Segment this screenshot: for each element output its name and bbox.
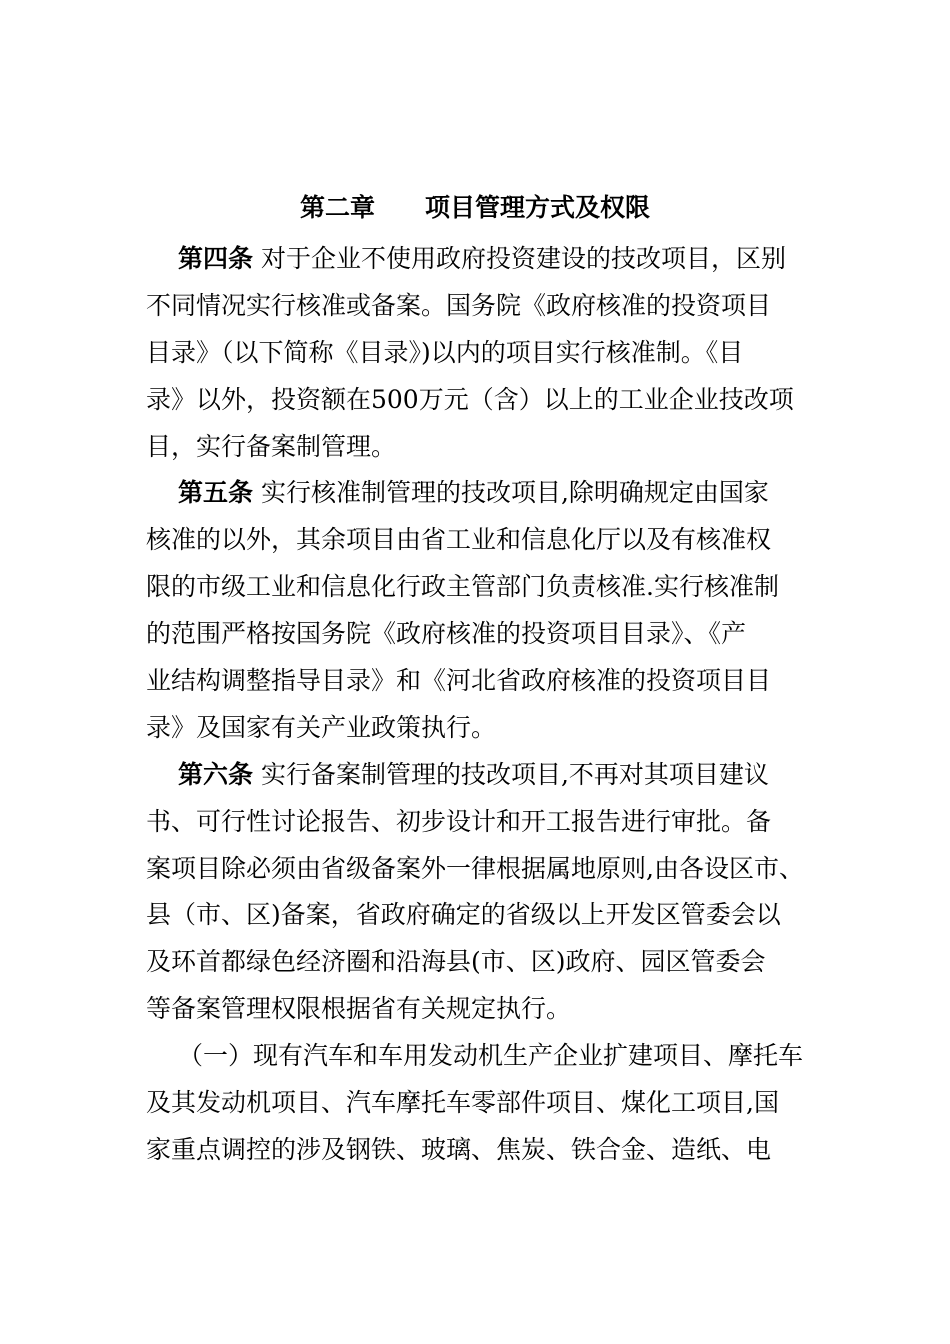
paragraph-line — [146, 470, 810, 517]
paragraph-line: 业结构调整指导目录》和《河北省政府核准的投资项目目 — [146, 666, 772, 696]
list-item-1 — [146, 1033, 810, 1174]
line-text: 实行备案制管理的技改项目,不再对其项目建议 — [260, 759, 769, 789]
article-label: 第四条 — [178, 244, 254, 273]
paragraph-line: 书、可行性讨论报告、初步设计和开工报告进行审批。备 — [146, 806, 772, 836]
paragraph-line: 及环首都绿色经济圈和沿海县(市、区)政府、园区管委会 — [146, 947, 766, 977]
paragraph-line: 县（市、区)备案，省政府确定的省级以上开发区管委会以 — [146, 900, 781, 930]
paragraph-line: 不同情况实行核准或备案。国务院《政府核准的投资项目 — [146, 290, 772, 320]
article-label: 第五条 — [178, 478, 254, 508]
paragraph-line: 目录》（以下简称《目录》)以内的项目实行核准制。《目 — [146, 337, 744, 367]
paragraph-line — [146, 752, 810, 799]
article-6 — [146, 752, 810, 1033]
paragraph-line: 家重点调控的涉及钢铁、玻璃、焦炭、铁合金、造纸、电 — [146, 1134, 772, 1164]
paragraph-line: 目，实行备案制管理。 — [146, 431, 397, 461]
paragraph-line: 等备案管理权限根据省有关规定执行。 — [146, 994, 572, 1024]
line-text: 对于企业不使用政府投资建设的技改项目，区别 — [260, 244, 786, 273]
line-text: 实行核准制管理的技改项目,除明确规定由国家 — [260, 478, 769, 508]
paragraph-line: （一）现有汽车和车用发动机生产企业扩建项目、摩托车 — [178, 1041, 804, 1071]
paragraph-line: 案项目除必须由省级备案外一律根据属地原则,由各设区市、 — [146, 853, 804, 883]
paragraph-line: 录》及国家有关产业政策执行。 — [146, 712, 497, 742]
article-5 — [146, 470, 810, 751]
article-4 — [146, 236, 810, 470]
document-body — [146, 236, 810, 1174]
paragraph-line: 核准的以外，其余项目由省工业和信息化厅以及有核准权 — [146, 525, 772, 555]
paragraph-line: 及其发动机项目、汽车摩托车零部件项目、煤化工项目,国 — [146, 1088, 779, 1118]
paragraph-line: 限的市级工业和信息化行政主管部门负责核准.实行核准制 — [146, 572, 779, 602]
paragraph-line — [146, 236, 810, 283]
paragraph-line: 的范围严格按国务院《政府核准的投资项目目录》、《产 — [146, 619, 747, 649]
paragraph-line: 录》以外，投资额在500万元（含）以上的工业企业技改项 — [146, 384, 794, 414]
article-label: 第六条 — [178, 759, 254, 789]
chapter-title: 第二章 项目管理方式及权限 — [299, 193, 650, 222]
